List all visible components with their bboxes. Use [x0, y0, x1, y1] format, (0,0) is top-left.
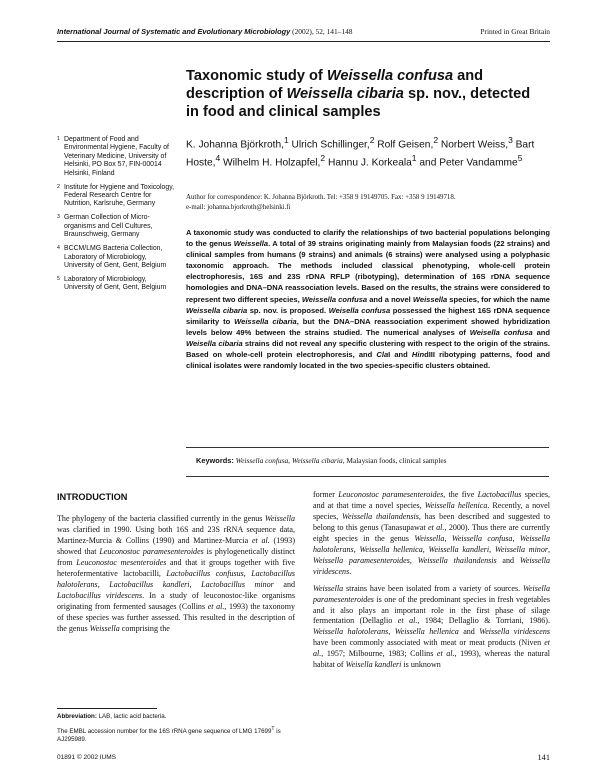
affiliation-5: 5 Laboratory of Microbiology, University of Gent, Gent, Belgium — [57, 276, 167, 292]
copyright: 01891 © 2002 IUMS — [57, 754, 116, 761]
paragraph: The phylogeny of the bacteria classified currently in the genus Weissella was clarified in 1990. Using both 16S and 23S rRNA sequence data, Martinez-Murcia & Collins (1990) and Martinez-Murcia et al. (1993) showed that Leuconostoc paramesenteroides is phylogenetically distinct from Leuconostoc mesenteroides and that it groups together with five heterofermentative lactobacilli, Lactobacillus confusus, Lactobacillus halotolerans, Lactobacillus kandleri, Lactobacillus minor and Lactobacillus viridescens. In a study of leuconostoc-like organisms originating from fermented sausages (Collins et al., 1993) the taxonomy of these species was further assessed. This resulted in the description of the genus Weissella comprising the — [57, 514, 296, 633]
printed-in: Printed in Great Britain — [480, 27, 550, 36]
affiliations — [57, 136, 175, 298]
paragraph: Weissella strains have been isolated from a variety of sources. Weisella paramesenteroides is one of the predominant species in fresh vegetables and it also plays an important role in the first phase of silage fermentation (Dellaglio et al., 1984; Dellaglio & Torriani, 1986). Weissella halotolerans, Weissella hellenica and Weissella viridescens have been commonly associated with meat or meat products (Niven et al., 1957; Milbourne, 1983; Collins et al., 1993), whereas the natural habitat of Weisella kandleri is unknown — [313, 583, 551, 670]
citation: (2002), 52, 141–148 — [290, 27, 353, 36]
article-title: Taxonomic study of Weissella confusa and description of Weissella cibaria sp. nov., detected in food and clinical samples — [186, 68, 531, 120]
page-number: 141 — [537, 753, 550, 762]
affiliation-3: 3 German Collection of Micro-organisms and Cell Cultures, Braunschweig, Germany — [57, 214, 153, 239]
body-column-left — [57, 514, 295, 634]
affiliation-2: 2 Institute for Hygiene and Toxicology, Federal Research Centre for Nutrition, Karlsruhe, Germany — [57, 183, 175, 208]
affiliation-1: 1 Department of Food and Environmental Hygiene, Faculty of Veterinary Medicine, University of Helsinki, PO Box 57, FIN-00014 Helsinki, Finland — [57, 136, 169, 177]
header-rule — [57, 41, 550, 42]
running-header — [57, 27, 550, 36]
abstract: A taxonomic study was conducted to clarify the relationships of two bacterial populations belonging to the genus Weissella. A total of 39 strains originating mainly from Malaysian foods (22 strains) and clinical samples from humans (9 strains) and animals (6 strains) were analysed using a polyphasic taxonomic approach. The methods included classical phenotyping, whole-cell protein electrophoresis, 16S and 23S rDNA RFLP (ribotyping), determination of 16S rDNA sequence homologies and DNA–DNA reassociation levels. Based on the results, the strains were considered to represent two different species, Weissella confusa and a novel Weissella species, for which the name Weissella cibaria sp. nov. is proposed. Weisella confusa possessed the highest 16S rDNA sequence similarity to Weissella cibaria, but the DNA–DNA reassociation experiment showed hybridization levels below 49% between the strains studied. The numerical analyses of Weisella confusa and Weisella cibaria strains did not reveal any specific clustering with respect to the origin of the strains. Based on whole-cell protein electrophoresis, and ClaI and HindIII ribotyping patterns, food and clinical isolates were randomly located in the two species-specific clusters obtained. — [186, 228, 551, 371]
body-column-right — [313, 490, 550, 671]
keywords-text: Weissella confusa, Weissella cibaria, Malaysian foods, clinical samples — [235, 456, 447, 465]
paragraph: former Leuconostoc paramesenteroides, the five Lactobacillus species, and at that time a novel species, Weissella hellenica. Recently, a novel species, Weissella thailandensis, has been described and suggested to belong to this genus (Tanasupawat et al., 2000). Thus there are currently eight species in the genus Weissella, Weissella confusa, Weissella halotolerans, Weissella hellenica, Weissella kandleri, Weissella minor, Weissella paramesenteroides, Weissella thailandensis and Weissella viridescens. — [313, 490, 551, 576]
footnote-abbreviation: Abbreviation: LAB, lactic acid bacteria. — [57, 713, 167, 720]
page-footer — [57, 754, 550, 761]
footnotes — [57, 713, 295, 749]
author-list: K. Johanna Björkroth,$^1$ Ulrich Schillinger,$^2$ Rolf Geisen,$^2$ Norbert Weiss,$^3$ Bart Hoste,$^4$ Wilhelm H. Holzapfel,$^2$ Hannu J. Korkeala$^1$ and Peter Vandamme$^5$ — [186, 135, 535, 169]
footnote-accession: The EMBL accession number for the 16S rRNA gene sequence of LMG $17699^T$ is AJ295989. — [57, 726, 281, 744]
affiliation-4: 4 BCCM/LMG Bacteria Collection, Laboratory of Microbiology, University of Gent, Gent, Belgium — [57, 245, 167, 270]
journal-name: International Journal of Systematic and Evolutionary Microbiology — [57, 27, 291, 36]
section-heading-introduction: INTRODUCTION — [57, 492, 128, 502]
correspondence: Author for correspondence: K. Johanna Björkroth. Tel: +358 9 19149705. Fax: +358 9 19149718. e-mail: johanna.bjorkroth@helsinki.fi — [186, 194, 456, 211]
footnote-rule — [57, 708, 157, 709]
keywords-box — [186, 447, 549, 477]
keywords-label: Keywords: — [196, 456, 234, 465]
